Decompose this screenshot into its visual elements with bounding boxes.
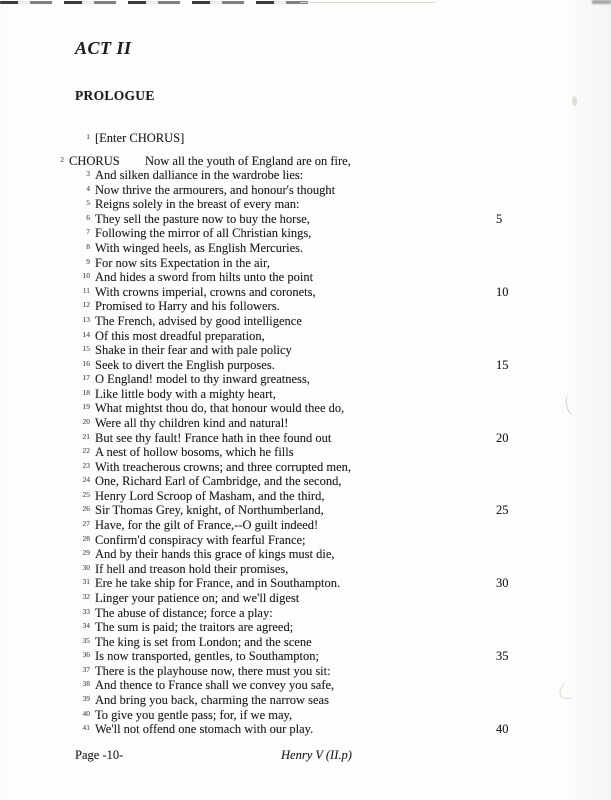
margin-line-number: 20 bbox=[496, 430, 509, 445]
script-line-number: 22 bbox=[82, 446, 90, 456]
script-line-number: 33 bbox=[82, 606, 90, 616]
script-line-number: 6 bbox=[86, 212, 90, 222]
speaker-name: CHORUS bbox=[69, 153, 120, 168]
script-line-number: 32 bbox=[82, 591, 90, 601]
verse-line bbox=[0, 299, 611, 314]
script-line-number: 2 bbox=[60, 154, 64, 164]
script-line-number: 5 bbox=[86, 198, 90, 208]
line-text: Were all thy children kind and natural! bbox=[95, 415, 289, 430]
scan-artifact-right-dot bbox=[572, 96, 577, 106]
script-line-number: 18 bbox=[82, 387, 90, 397]
verse-line bbox=[0, 722, 611, 737]
script-line-number: 27 bbox=[82, 519, 90, 529]
line-text: Shake in their fear and with pale policy bbox=[95, 343, 292, 358]
script-line-number: 7 bbox=[86, 227, 90, 237]
verse-line bbox=[0, 635, 611, 650]
script-line-number: 12 bbox=[82, 300, 90, 310]
script-line-number: 8 bbox=[86, 242, 90, 252]
verse-line bbox=[0, 547, 611, 562]
script-line-number: 34 bbox=[82, 621, 90, 631]
script-line-number: 24 bbox=[82, 475, 90, 485]
line-text: They sell the pasture now to buy the horse, bbox=[95, 211, 310, 226]
line-text: There is the playhouse now, there must you sit: bbox=[95, 663, 331, 678]
line-text: Now all the youth of England are on fire, bbox=[145, 153, 351, 168]
line-text: And thence to France shall we convey you safe, bbox=[95, 678, 335, 693]
verse-line bbox=[0, 693, 611, 708]
verse-line bbox=[0, 533, 611, 548]
verse-line bbox=[0, 489, 611, 504]
script-line-number: 25 bbox=[82, 489, 90, 499]
script-line-number: 31 bbox=[82, 577, 90, 587]
line-text: Of this most dreadful preparation, bbox=[95, 328, 265, 343]
verse-line bbox=[0, 445, 611, 460]
line-text: Have, for the gilt of France,--O guilt indeed! bbox=[95, 518, 319, 533]
verse-line bbox=[0, 606, 611, 621]
line-text: One, Richard Earl of Cambridge, and the second, bbox=[95, 474, 342, 489]
running-title: Henry V (II.p) bbox=[281, 748, 352, 762]
line-text: For now sits Expectation in the air, bbox=[95, 255, 270, 270]
line-text: We'll not offend one stomach with our play. bbox=[95, 722, 314, 737]
verse-line bbox=[0, 241, 611, 256]
scan-artifact-top-right bbox=[592, 0, 611, 4]
verse-line bbox=[0, 183, 611, 198]
act-title: ACT II bbox=[75, 38, 132, 58]
verse-line bbox=[0, 168, 611, 183]
script-line-number: 37 bbox=[82, 664, 90, 674]
script-line-number: 11 bbox=[82, 285, 90, 295]
verse-line bbox=[0, 474, 611, 489]
verse-line bbox=[0, 226, 611, 241]
margin-line-number: 5 bbox=[496, 211, 503, 226]
script-line-number: 40 bbox=[82, 708, 90, 718]
verse-line bbox=[0, 562, 611, 577]
line-text: Reigns solely in the breast of every man: bbox=[95, 197, 300, 212]
script-line-number: 39 bbox=[82, 693, 90, 703]
script-line-number: 26 bbox=[82, 504, 90, 514]
script-line-number: 36 bbox=[82, 650, 90, 660]
scan-artifact-top-edge-faint bbox=[300, 2, 435, 3]
verse-line bbox=[0, 212, 611, 227]
verse-line bbox=[0, 678, 611, 693]
line-text: And silken dalliance in the wardrobe lies: bbox=[95, 168, 304, 183]
margin-line-number: 10 bbox=[496, 284, 509, 299]
line-text: Ere he take ship for France, and in Southampton. bbox=[95, 576, 341, 591]
line-text: Henry Lord Scroop of Masham, and the third, bbox=[95, 488, 325, 503]
script-line-number: 35 bbox=[82, 635, 90, 645]
script-line-number: 3 bbox=[86, 169, 90, 179]
verse-line bbox=[0, 285, 611, 300]
verse-line bbox=[0, 503, 611, 518]
script-line-number: 20 bbox=[82, 416, 90, 426]
verse-line bbox=[0, 256, 611, 271]
verse-line bbox=[0, 431, 611, 446]
line-text: With treacherous crowns; and three corrupted men, bbox=[95, 459, 351, 474]
line-text: And bring you back, charming the narrow seas bbox=[95, 692, 329, 707]
line-text: Is now transported, gentles, to Southampton; bbox=[95, 649, 319, 664]
verse-line bbox=[0, 591, 611, 606]
verse-line bbox=[0, 154, 611, 169]
script-line-number: 9 bbox=[86, 256, 90, 266]
verse-line bbox=[0, 314, 611, 329]
script-line-number: 23 bbox=[82, 460, 90, 470]
line-text: And by their hands this grace of kings must die, bbox=[95, 547, 335, 562]
line-text: With crowns imperial, crowns and coronets, bbox=[95, 284, 316, 299]
line-text: O England! model to thy inward greatness, bbox=[95, 372, 310, 387]
line-text: Following the mirror of all Christian kings, bbox=[95, 226, 312, 241]
verse-line bbox=[0, 620, 611, 635]
verse-line bbox=[0, 401, 611, 416]
line-text: The king is set from London; and the scene bbox=[95, 634, 312, 649]
script-line-number: 21 bbox=[82, 431, 90, 441]
script-line-number: 1 bbox=[86, 132, 90, 141]
verse-line bbox=[0, 416, 611, 431]
script-line-number: 15 bbox=[82, 344, 90, 354]
line-text: The French, advised by good intelligence bbox=[95, 313, 302, 328]
line-text: And hides a sword from hilts unto the point bbox=[95, 270, 314, 285]
verse-line bbox=[0, 343, 611, 358]
line-text: If hell and treason hold their promises, bbox=[95, 561, 289, 576]
page-number: Page -10- bbox=[75, 748, 124, 762]
script-line-number: 16 bbox=[82, 358, 90, 368]
verse-line bbox=[0, 649, 611, 664]
line-text: With winged heels, as English Mercuries. bbox=[95, 241, 304, 256]
line-text: Linger your patience on; and we'll digest bbox=[95, 590, 300, 605]
script-line-number: 17 bbox=[82, 373, 90, 383]
scene-title: PROLOGUE bbox=[75, 88, 155, 103]
line-text: To give you gentle pass; for, if we may, bbox=[95, 707, 293, 722]
verse-line bbox=[0, 664, 611, 679]
line-text: The abuse of distance; force a play: bbox=[95, 605, 273, 620]
script-line-number: 4 bbox=[86, 183, 90, 193]
scan-artifact-top-edge bbox=[0, 1, 312, 4]
script-line-number: 13 bbox=[82, 314, 90, 324]
verse-line bbox=[0, 576, 611, 591]
line-text: Sir Thomas Grey, knight, of Northumberland, bbox=[95, 503, 324, 518]
verse-line bbox=[0, 387, 611, 402]
verse-line bbox=[0, 270, 611, 285]
line-text: What mightst thou do, that honour would thee do, bbox=[95, 401, 345, 416]
script-line-number: 38 bbox=[82, 679, 90, 689]
verse-line bbox=[0, 358, 611, 373]
script-line-number: 28 bbox=[82, 533, 90, 543]
line-text: But see thy fault! France hath in thee found out bbox=[95, 430, 332, 445]
line-text: Like little body with a mighty heart, bbox=[95, 386, 276, 401]
line-text: Promised to Harry and his followers. bbox=[95, 299, 280, 314]
script-line-number: 41 bbox=[82, 723, 90, 733]
verse-line bbox=[0, 460, 611, 475]
verse-line bbox=[0, 372, 611, 387]
verse-line bbox=[0, 329, 611, 344]
line-text: A nest of hollow bosoms, which he fills bbox=[95, 445, 294, 460]
margin-line-number: 25 bbox=[496, 503, 509, 518]
line-text: Seek to divert the English purposes. bbox=[95, 357, 275, 372]
script-line-number: 19 bbox=[82, 402, 90, 412]
margin-line-number: 15 bbox=[496, 357, 509, 372]
line-text: Now thrive the armourers, and honour's thought bbox=[95, 182, 336, 197]
verse-line bbox=[0, 518, 611, 533]
script-line-number: 29 bbox=[82, 548, 90, 558]
verse-line bbox=[0, 197, 611, 212]
verse-line bbox=[0, 708, 611, 723]
verse-block bbox=[0, 131, 611, 737]
script-line-number: 14 bbox=[82, 329, 90, 339]
line-text: Confirm'd conspiracy with fearful France; bbox=[95, 532, 306, 547]
margin-line-number: 35 bbox=[496, 649, 509, 664]
script-line-number: 10 bbox=[82, 271, 90, 281]
line-text: [Enter CHORUS] bbox=[95, 131, 185, 145]
line-text: The sum is paid; the traitors are agreed; bbox=[95, 620, 294, 635]
margin-line-number: 40 bbox=[496, 722, 509, 737]
margin-line-number: 30 bbox=[496, 576, 509, 591]
stage-direction-line bbox=[0, 131, 611, 146]
script-line-number: 30 bbox=[82, 562, 90, 572]
